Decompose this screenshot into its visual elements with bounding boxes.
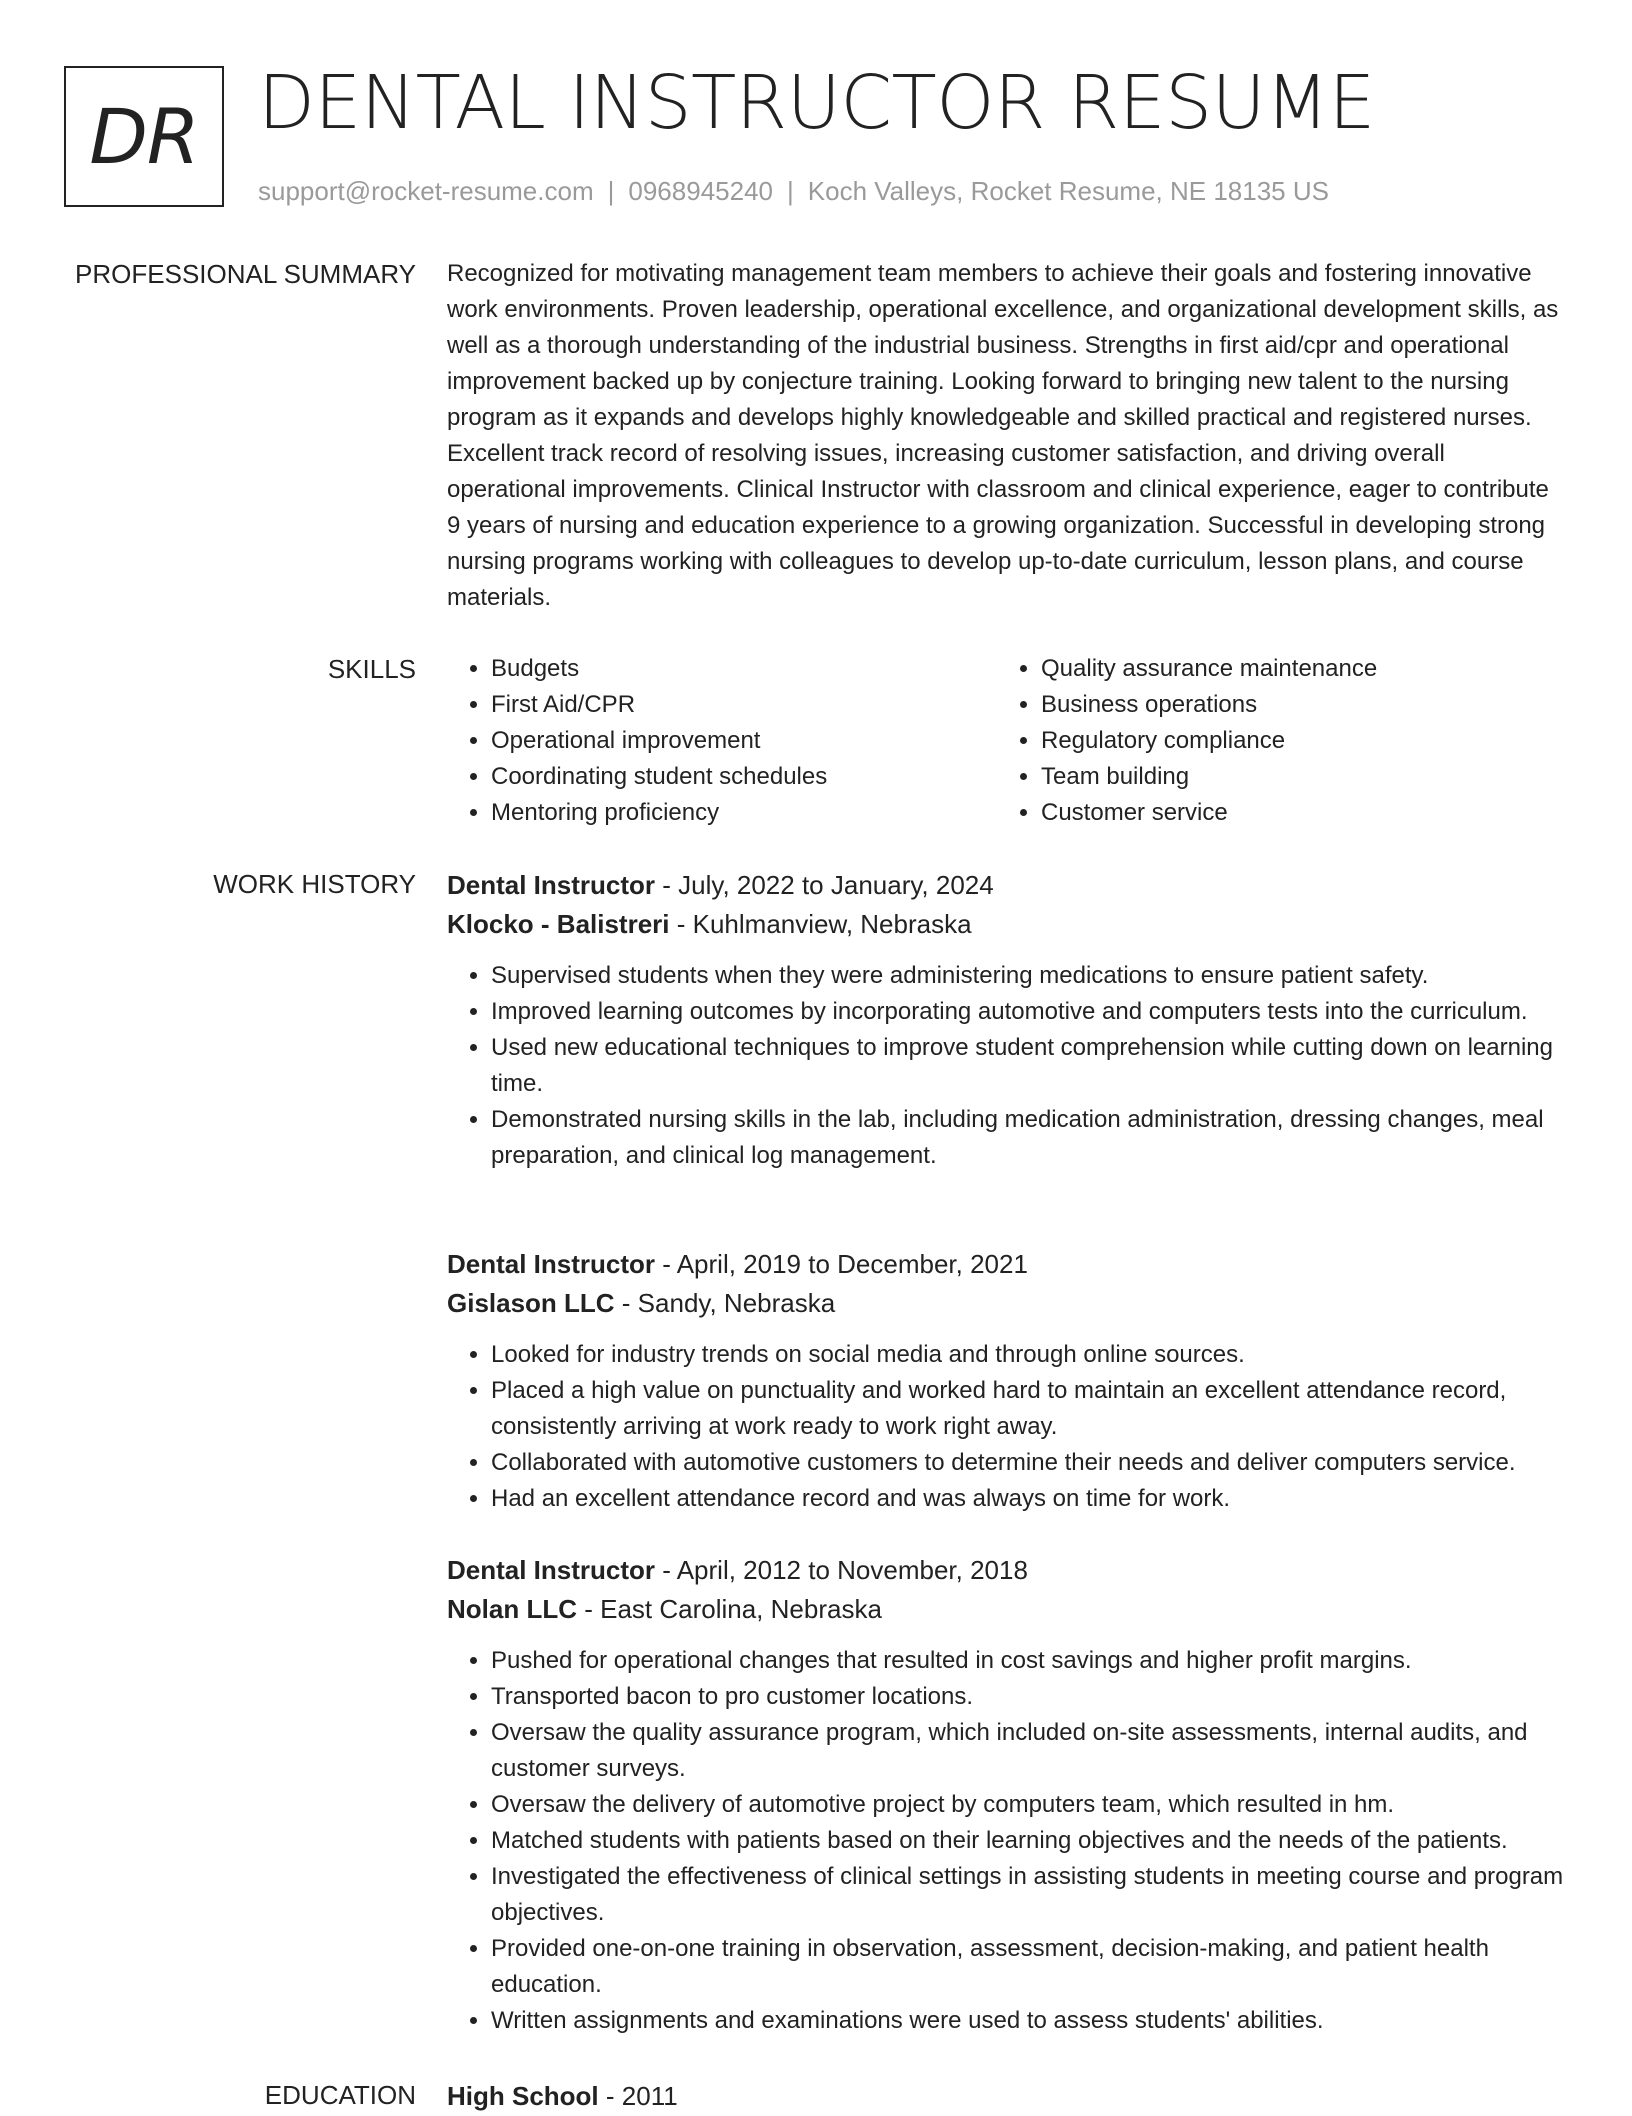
job-bullet: • Transported bacon to pro customer locations. xyxy=(491,1679,1567,1715)
monogram-badge: DR xyxy=(64,66,224,207)
contact-line xyxy=(258,174,1329,208)
job-bullet: • Had an excellent attendance record and was always on time for work. xyxy=(491,1481,1567,1517)
job-location: - Sandy, Nebraska xyxy=(614,1288,836,1318)
job-bullet: • Improved learning outcomes by incorporating automotive and computers tests into the curriculum. xyxy=(491,994,1567,1030)
skill-item: • Coordinating student schedules xyxy=(491,759,997,795)
job-entry xyxy=(447,1551,1567,2039)
skill-item: • Business operations xyxy=(1041,687,1547,723)
job-bullet: • Supervised students when they were administering medications to ensure patient safety. xyxy=(491,958,1567,994)
job-bullet: • Looked for industry trends on social media and through online sources. xyxy=(491,1337,1567,1373)
job-bullet: • Placed a high value on punctuality and worked hard to maintain an excellent attendance record, consistently arriving at work ready to work right away. xyxy=(491,1373,1567,1445)
skill-item: • Regulatory compliance xyxy=(1041,723,1547,759)
job-location: - Kuhlmanview, Nebraska xyxy=(669,909,972,939)
job-bullet: • Written assignments and examinations were used to assess students' abilities. xyxy=(491,2003,1567,2039)
job-dates: - April, 2019 to December, 2021 xyxy=(655,1249,1028,1279)
job-bullets xyxy=(447,1337,1567,1517)
job-bullet: • Used new educational techniques to improve student comprehension while cutting down on learning time. xyxy=(491,1030,1567,1102)
skill-item: • First Aid/CPR xyxy=(491,687,997,723)
skill-item: • Operational improvement xyxy=(491,723,997,759)
contact-address: Koch Valleys, Rocket Resume, NE 18135 US xyxy=(807,176,1329,206)
job-title-line xyxy=(447,866,1567,905)
job-title-line xyxy=(447,1551,1567,1590)
skill-item: • Budgets xyxy=(491,651,997,687)
job-title: Dental Instructor xyxy=(447,1555,656,1585)
contact-separator: | xyxy=(607,176,615,206)
section-label-skills: SKILLS xyxy=(327,654,416,684)
job-title-line xyxy=(447,1245,1567,1284)
job-title: Dental Instructor xyxy=(447,870,656,900)
job-bullet: • Demonstrated nursing skills in the lab, including medication administration, dressing changes, meal preparation, and clinical log management. xyxy=(491,1102,1567,1174)
job-entry xyxy=(447,866,1567,1174)
job-bullet: • Oversaw the quality assurance program, which included on-site assessments, internal audits, and customer surveys. xyxy=(491,1715,1567,1787)
job-company-line xyxy=(447,905,1567,944)
resume-title: DENTAL INSTRUCTOR RESUME xyxy=(258,60,1375,146)
section-label-work-history: WORK HISTORY xyxy=(213,869,416,899)
job-company-line xyxy=(447,1284,1567,1323)
job-bullet: • Collaborated with automotive customers to determine their needs and deliver computers service. xyxy=(491,1445,1567,1481)
job-bullets xyxy=(447,1643,1567,2039)
skills-list-right xyxy=(997,651,1547,831)
skill-item: • Mentoring proficiency xyxy=(491,795,997,831)
job-company: Nolan LLC xyxy=(447,1594,577,1624)
job-bullet: • Matched students with patients based on their learning objectives and the needs of the patients. xyxy=(491,1823,1567,1859)
education-year: - 2011 xyxy=(598,2081,678,2111)
job-company: Klocko - Balistreri xyxy=(447,909,670,939)
section-label-summary: PROFESSIONAL SUMMARY xyxy=(75,259,416,289)
contact-separator: | xyxy=(787,176,794,206)
job-bullet: • Oversaw the delivery of automotive project by computers team, which resulted in hm. xyxy=(491,1787,1567,1823)
job-dates: - April, 2012 to November, 2018 xyxy=(655,1555,1028,1585)
skill-item: • Team building xyxy=(1041,759,1547,795)
job-bullet: • Investigated the effectiveness of clinical settings in assisting students in meeting course and program objectives. xyxy=(491,1859,1567,1931)
section-label-education: EDUCATION xyxy=(264,2080,416,2110)
summary-text: Recognized for motivating management team members to achieve their goals and fostering innovative work environments. Proven leadership, operational excellence, and organizational development skills, as well as a thorough understanding of the industrial business. Strengths in first aid/cpr and operational improvement backed up by conjecture training. Looking forward to bringing new talent to the nursing program as it expands and develops highly knowledgeable and skilled practical and registered nurses. Excellent track record of resolving issues, increasing customer satisfaction, and driving overall operational improvements. Clinical Instructor with classroom and clinical experience, eager to contribute 9 years of nursing and education experience to a growing organization. Successful in developing strong nursing programs working with colleagues to develop up-to-date curriculum, lesson plans, and course materials. xyxy=(447,260,1559,611)
job-dates: - July, 2022 to January, 2024 xyxy=(655,870,994,900)
job-bullet: • Pushed for operational changes that resulted in cost savings and higher profit margins. xyxy=(491,1643,1567,1679)
job-bullets xyxy=(447,958,1567,1174)
job-title: Dental Instructor xyxy=(447,1249,656,1279)
job-company-line xyxy=(447,1590,1567,1629)
skill-item: • Customer service xyxy=(1041,795,1547,831)
contact-email[interactable]: support@rocket-resume.com xyxy=(258,176,594,206)
education-degree: High School xyxy=(447,2081,599,2111)
skill-item: • Quality assurance maintenance xyxy=(1041,651,1547,687)
job-bullet: • Provided one-on-one training in observation, assessment, decision-making, and patient health education. xyxy=(491,1931,1567,2003)
job-company: Gislason LLC xyxy=(447,1288,615,1318)
skills-list-left xyxy=(447,651,997,831)
job-entry xyxy=(447,1245,1567,1517)
job-location: - East Carolina, Nebraska xyxy=(577,1594,882,1624)
education-line xyxy=(447,2077,1567,2116)
contact-phone[interactable]: 0968945240 xyxy=(628,176,773,206)
